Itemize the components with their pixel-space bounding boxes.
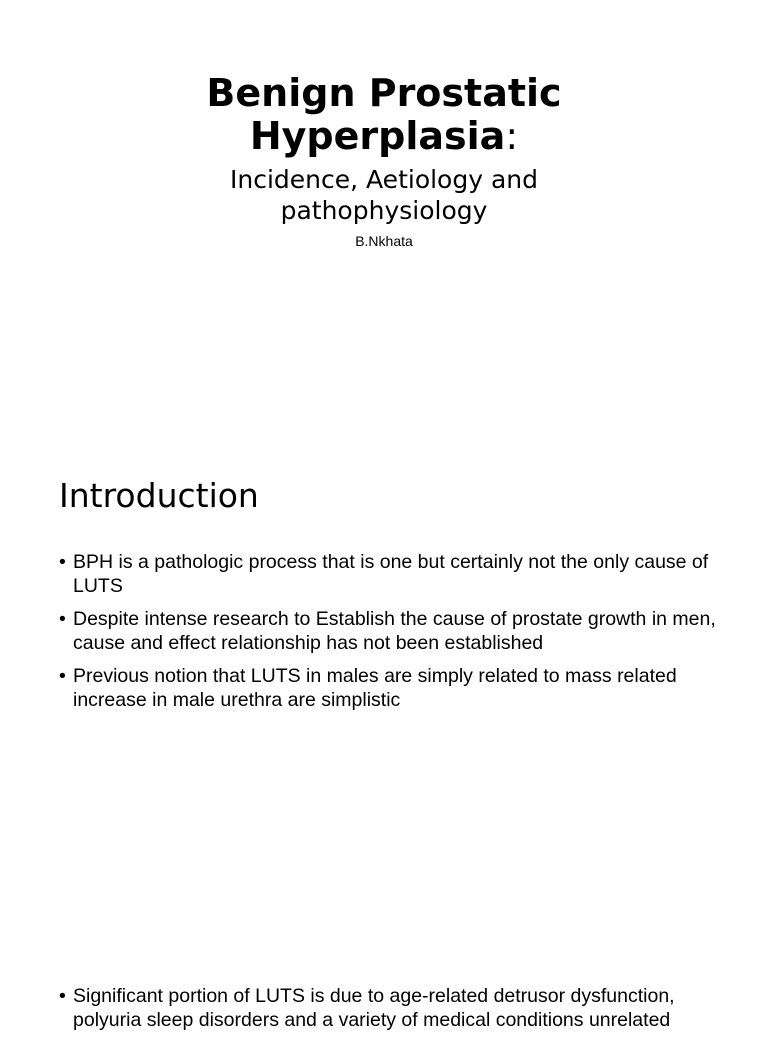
bullet-item [59,607,719,655]
bullet-point-icon: • [59,551,66,573]
bullet-point-icon: • [59,665,66,687]
presentation-subtitle: Incidence, Aetiology and pathophysiology [230,165,538,225]
title-block [0,72,768,250]
bullet-item [59,550,719,598]
continuation-slide [0,864,768,1031]
title-colon: : [505,114,519,158]
bullet-point-icon: • [59,985,66,1007]
bullet-list [59,550,719,721]
bullet-item [59,664,719,712]
bullet-text: BPH is a pathologic process that is one but certainly not the only cause of LUTS [73,551,709,597]
bullet-text: Previous notion that LUTS in males are simply related to mass related increase in male urethra are simplistic [73,665,677,711]
presentation-title [124,72,644,158]
author-name: B.Nkhata [355,233,413,249]
bullet-text: Significant portion of LUTS is due to age-related detrusor dysfunction, polyuria sleep disorders and a variety of medical conditions unrelated [73,985,675,1031]
bullet-text: Despite intense research to Establish the cause of prostate growth in men, cause and effect relationship has not been established [73,608,716,654]
bullet-item [59,984,719,1032]
bullet-list [59,984,719,1041]
title-slide [0,0,768,432]
bullet-point-icon: • [59,608,66,630]
slide-heading: Introduction [59,476,259,515]
title-text: Benign Prostatic Hyperplasia [206,71,562,158]
introduction-slide [0,432,768,864]
